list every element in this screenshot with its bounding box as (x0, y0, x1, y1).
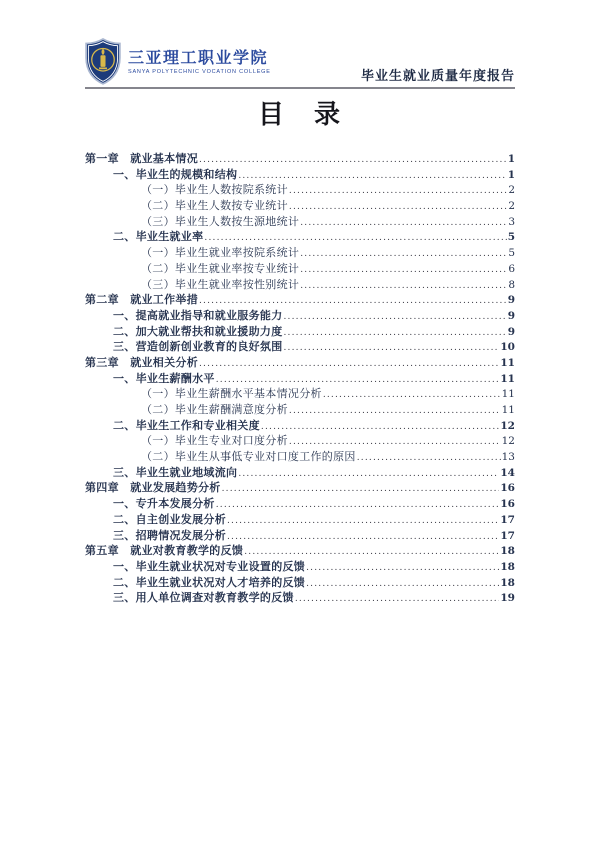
school-name-cn: 三亚理工职业学院 (128, 47, 269, 67)
toc-dot-leader (300, 265, 507, 275)
toc-entry-label: （一）毕业生薪酬水平基本情况分析 (141, 387, 322, 401)
toc-page-number: 5 (507, 231, 515, 244)
toc-entry[interactable] (85, 527, 515, 543)
toc-page-number: 18 (500, 545, 515, 558)
toc-entry-label: 第二章 就业工作举措 (85, 293, 198, 307)
toc-dot-leader (284, 312, 507, 322)
toc-page-number: 10 (500, 341, 515, 354)
toc-page-number: 19 (500, 592, 515, 605)
toc-entry[interactable] (85, 464, 515, 480)
toc-entry[interactable] (85, 370, 515, 386)
toc-dot-leader (357, 453, 501, 463)
toc-entry[interactable] (85, 166, 515, 182)
toc-entry-label: 第四章 就业发展趋势分析 (85, 481, 221, 495)
toc-entry[interactable] (85, 307, 515, 323)
report-title: 毕业生就业质量年度报告 (360, 69, 515, 84)
toc-page-number: 3 (508, 215, 515, 228)
toc-dot-leader (199, 359, 499, 369)
toc-dot-leader (238, 469, 499, 479)
toc-page-number: 18 (500, 560, 515, 573)
toc-page-number: 14 (500, 466, 515, 479)
toc-page-number: 1 (507, 168, 515, 181)
toc-entry[interactable] (85, 323, 515, 339)
toc-entry[interactable] (85, 338, 515, 354)
toc-page-number: 11 (500, 356, 515, 369)
toc-entry[interactable] (85, 558, 515, 574)
toc-entry-label: 第一章 就业基本情况 (85, 152, 198, 165)
toc-entry[interactable] (85, 244, 515, 260)
toc-entry-label: 一、专升本发展分析 (113, 497, 215, 511)
toc-dot-leader (306, 579, 499, 589)
toc-entry-label: （二）毕业生薪酬满意度分析 (141, 403, 288, 416)
toc-page-number: 9 (507, 325, 515, 338)
toc-entry-label: （三）毕业生人数按生源地统计 (141, 214, 300, 228)
toc-entry-label: 二、加大就业帮扶和就业援助力度 (113, 324, 283, 338)
toc-entry[interactable] (85, 479, 515, 495)
toc-page-number: 6 (508, 262, 515, 275)
toc-dot-leader (227, 532, 499, 542)
toc-dot-leader (289, 202, 507, 212)
toc-entry[interactable] (85, 213, 515, 229)
school-name-block (128, 49, 271, 75)
toc-dot-leader (295, 594, 500, 604)
toc-entry[interactable] (85, 448, 515, 464)
toc-entry[interactable] (85, 291, 515, 307)
toc-dot-leader (300, 218, 507, 228)
toc-page-number: 9 (507, 309, 515, 322)
toc-dot-leader (244, 547, 499, 557)
toc-entry[interactable] (85, 432, 515, 448)
toc-entry-label: 三、营造创新创业教育的良好氛围 (113, 340, 283, 354)
toc-entry-label: （一）毕业生专业对口度分析 (141, 434, 288, 448)
toc-entry-label: 第三章 就业相关分析 (85, 355, 198, 369)
toc-page-number: 9 (507, 294, 515, 307)
toc-page-number: 16 (500, 498, 515, 511)
toc-page-number: 12 (501, 435, 515, 448)
toc-page-number: 13 (501, 451, 515, 464)
toc-dot-leader (204, 233, 506, 243)
toc-page-number: 18 (500, 576, 515, 589)
toc-entry-label: 三、毕业生就业地域流向 (113, 465, 238, 479)
toc-entry-label: 一、毕业生的规模和结构 (113, 167, 238, 181)
toc-dot-leader (300, 281, 507, 291)
toc-dot-leader (216, 500, 500, 510)
toc-list (85, 150, 515, 605)
toc-entry[interactable] (85, 385, 515, 401)
toc-entry-label: 三、招聘情况发展分析 (113, 528, 226, 542)
toc-entry-label: 二、毕业生工作和专业相关度 (113, 418, 260, 432)
toc-page-number: 17 (500, 529, 515, 542)
toc-page-number: 16 (500, 482, 515, 495)
toc-page-number: 12 (500, 419, 515, 432)
toc-dot-leader (306, 563, 499, 573)
school-shield-badge-icon (85, 38, 121, 85)
toc-entry-label: （三）毕业生就业率按性别统计 (141, 277, 300, 291)
page-header (85, 38, 515, 89)
toc-entry[interactable] (85, 150, 515, 166)
toc-entry[interactable] (85, 181, 515, 197)
toc-entry-label: （二）毕业生人数按专业统计 (141, 199, 288, 213)
toc-entry-label: （二）毕业生从事低专业对口度工作的原因 (141, 450, 356, 464)
toc-dot-leader (222, 484, 500, 494)
toc-page-number: 11 (501, 404, 515, 416)
toc-entry[interactable] (85, 417, 515, 433)
toc-entry[interactable] (85, 260, 515, 276)
toc-dot-leader (227, 516, 499, 526)
toc-entry[interactable] (85, 401, 515, 417)
toc-dot-leader (216, 375, 500, 385)
toc-entry-label: 二、毕业生就业率 (113, 230, 204, 244)
toc-entry-label: 一、提高就业指导和就业服务能力 (113, 308, 283, 322)
toc-dot-leader (323, 390, 501, 400)
toc-entry[interactable] (85, 589, 515, 605)
toc-entry[interactable] (85, 354, 515, 370)
toc-dot-leader (289, 406, 501, 416)
toc-page-number: 5 (508, 247, 515, 260)
school-logo (85, 38, 271, 85)
toc-dot-leader (238, 171, 506, 181)
toc-entry-label: 二、自主创业发展分析 (113, 512, 226, 526)
toc-entry-label: 一、毕业生薪酬水平 (113, 371, 215, 385)
toc-entry-label: （一）毕业生就业率按院系统计 (141, 246, 300, 260)
toc-dot-leader (199, 155, 507, 165)
toc-dot-leader (289, 437, 501, 447)
toc-dot-leader (261, 422, 499, 432)
toc-entry-label: 二、毕业生就业状况对人才培养的反馈 (113, 575, 306, 589)
toc-page-number: 2 (508, 200, 515, 213)
toc-entry[interactable] (85, 495, 515, 511)
toc-entry-label: 一、毕业生就业状况对专业设置的反馈 (113, 559, 306, 573)
toc-entry[interactable] (85, 542, 515, 558)
toc-entry[interactable] (85, 197, 515, 213)
toc-page-number: 2 (508, 184, 515, 197)
toc-entry-label: （二）毕业生就业率按专业统计 (141, 261, 300, 275)
toc-entry[interactable] (85, 511, 515, 527)
toc-page-number: 11 (501, 388, 515, 401)
toc-entry[interactable] (85, 228, 515, 244)
toc-dot-leader (284, 328, 507, 338)
toc-dot-leader (289, 186, 507, 196)
toc-page-number: 11 (500, 372, 515, 385)
toc-entry-label: 第五章 就业对教育教学的反馈 (85, 544, 244, 558)
toc-page-number: 8 (508, 278, 515, 291)
toc-entry-label: （一）毕业生人数按院系统计 (141, 183, 288, 197)
page-title: 目 录 (257, 100, 342, 130)
toc-dot-leader (300, 249, 507, 259)
toc-entry-label: 三、用人单位调查对教育教学的反馈 (113, 591, 294, 605)
toc-dot-leader (284, 343, 500, 353)
toc-page-number: 17 (500, 513, 515, 526)
school-name-en: SANYA POLYTECHNIC VOCATION COLLEGE (128, 68, 271, 75)
toc-dot-leader (199, 296, 507, 306)
toc-entry[interactable] (85, 574, 515, 590)
toc-entry[interactable] (85, 276, 515, 292)
toc-page-number: 1 (507, 153, 515, 165)
